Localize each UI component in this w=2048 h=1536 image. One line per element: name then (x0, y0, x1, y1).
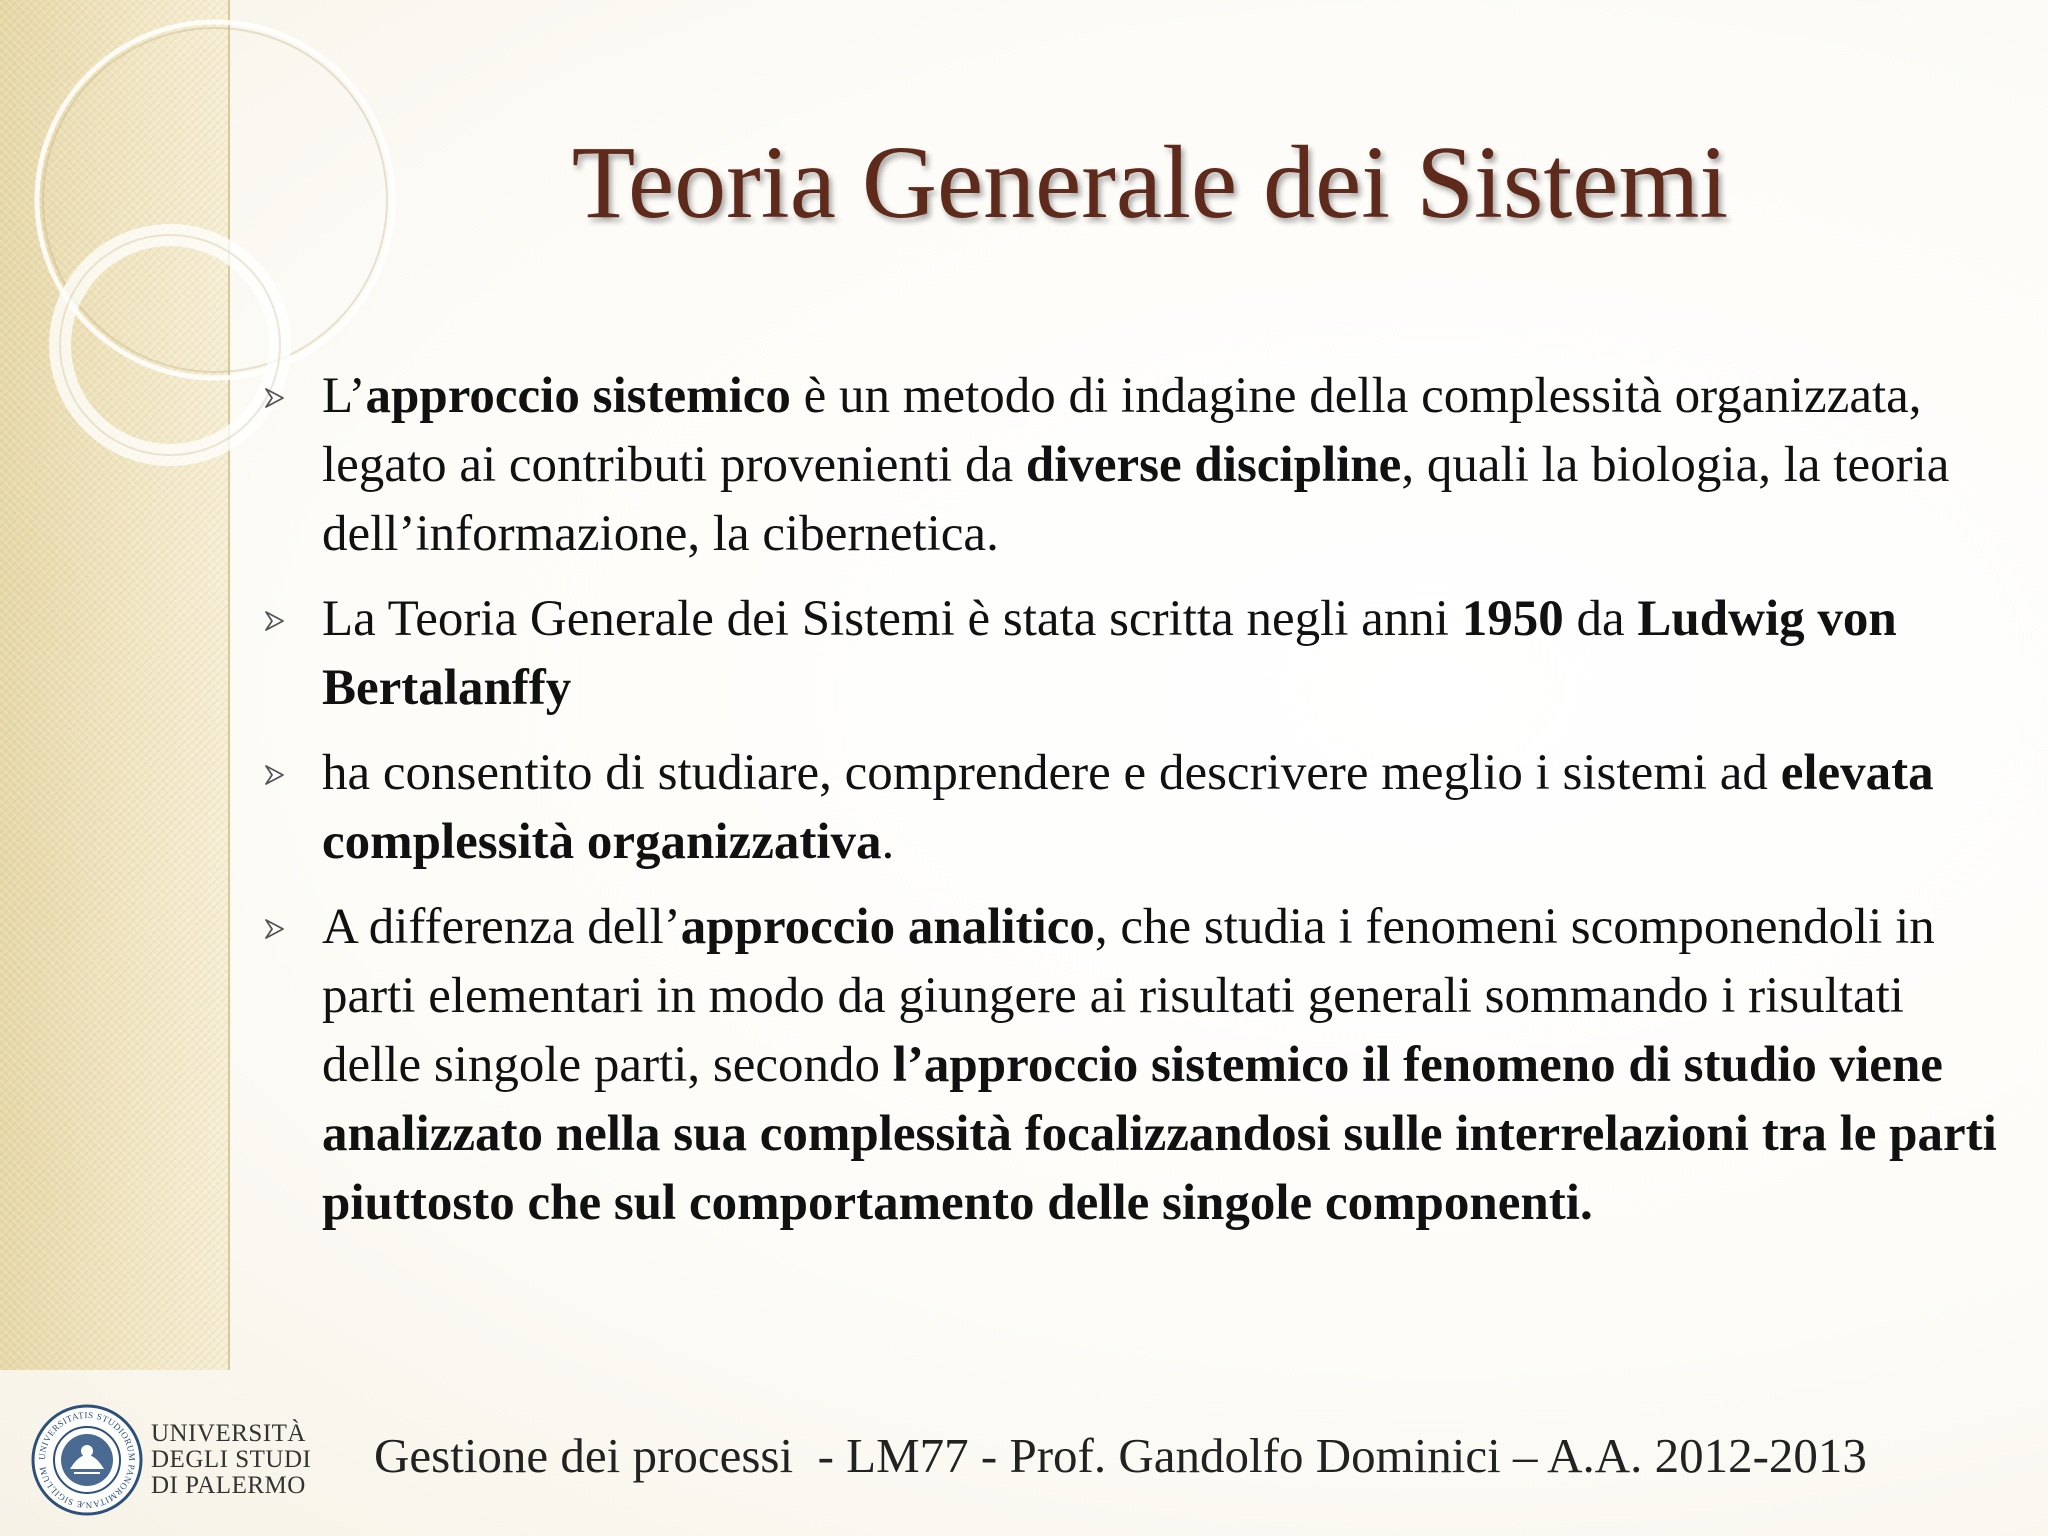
university-logo (30, 1403, 310, 1523)
bullet-item (255, 362, 2015, 569)
arrow-bullet-icon (263, 764, 285, 786)
bullet-text (322, 591, 1897, 716)
university-name (151, 1421, 311, 1499)
university-name-line3: DI PALERMO (151, 1472, 306, 1499)
university-name-line1: UNIVERSITÀ (151, 1420, 306, 1447)
bullet-text (322, 368, 1949, 562)
bullet-bold-run: Ludwig von Bertalanffy (322, 591, 1897, 716)
bullet-text (322, 899, 1997, 1231)
bullet-text-run: è un metodo di indagine della complessità organizzata, legato ai contributi provenienti da (322, 368, 1922, 493)
bullet-text-run: ha consentito di studiare, comprendere e descrivere meglio i sistemi ad (322, 745, 1781, 801)
bullet-bold-run: approccio sistemico (365, 368, 791, 424)
bullet-text-run: da (1563, 591, 1638, 647)
slide-title: Teoria Generale dei Sistemi (571, 125, 1729, 240)
bullet-item (255, 893, 2015, 1238)
bullet-bold-run: approccio analitico (680, 899, 1095, 955)
bullet-bold-run: 1950 (1461, 591, 1564, 647)
bullet-text-run: L’ (322, 368, 366, 424)
bullet-text (322, 745, 1934, 870)
bullet-text-run: A differenza dell’ (322, 899, 681, 955)
bullet-bold-run: diverse discipline (1025, 437, 1402, 493)
arrow-bullet-icon (263, 610, 285, 632)
bullet-text-run: , che studia i fenomeni scomponendoli in parti elementari in modo da giungere ai risultati generali sommando i risultati delle singole parti, secondo (322, 899, 1935, 1093)
bullet-text-run: . (881, 814, 895, 870)
university-name-line2: DEGLI STUDI (151, 1446, 312, 1473)
university-seal-icon (30, 1403, 144, 1517)
footer-course-info: Gestione dei processi - LM77 - Prof. Gandolfo Dominici – A.A. 2012-2013 (374, 1428, 1867, 1483)
svg-text:UNIVERSITATIS STUDIORUM PANORM: UNIVERSITATIS STUDIORUM PANORMITANÆ SIGILLUM (36, 1409, 138, 1511)
arrow-bullet-icon (263, 918, 285, 940)
bullet-item (255, 739, 2015, 877)
bullet-list (255, 362, 2015, 1254)
bullet-text-run: , quali la biologia, la teoria dell’informazione, la cibernetica. (322, 437, 1950, 562)
arrow-bullet-icon (263, 387, 285, 409)
bullet-item (255, 585, 2015, 723)
bullet-bold-run: l’approccio sistemico il fenomeno di studio viene analizzato nella sua complessità focalizzandosi sulle interrelazioni tra le parti piuttosto che sul comportamento delle singole componenti. (322, 1037, 1997, 1231)
bullet-text-run: La Teoria Generale dei Sistemi è stata scritta negli anni (322, 591, 1462, 647)
bullet-bold-run: elevata complessità organizzativa (322, 745, 1934, 870)
